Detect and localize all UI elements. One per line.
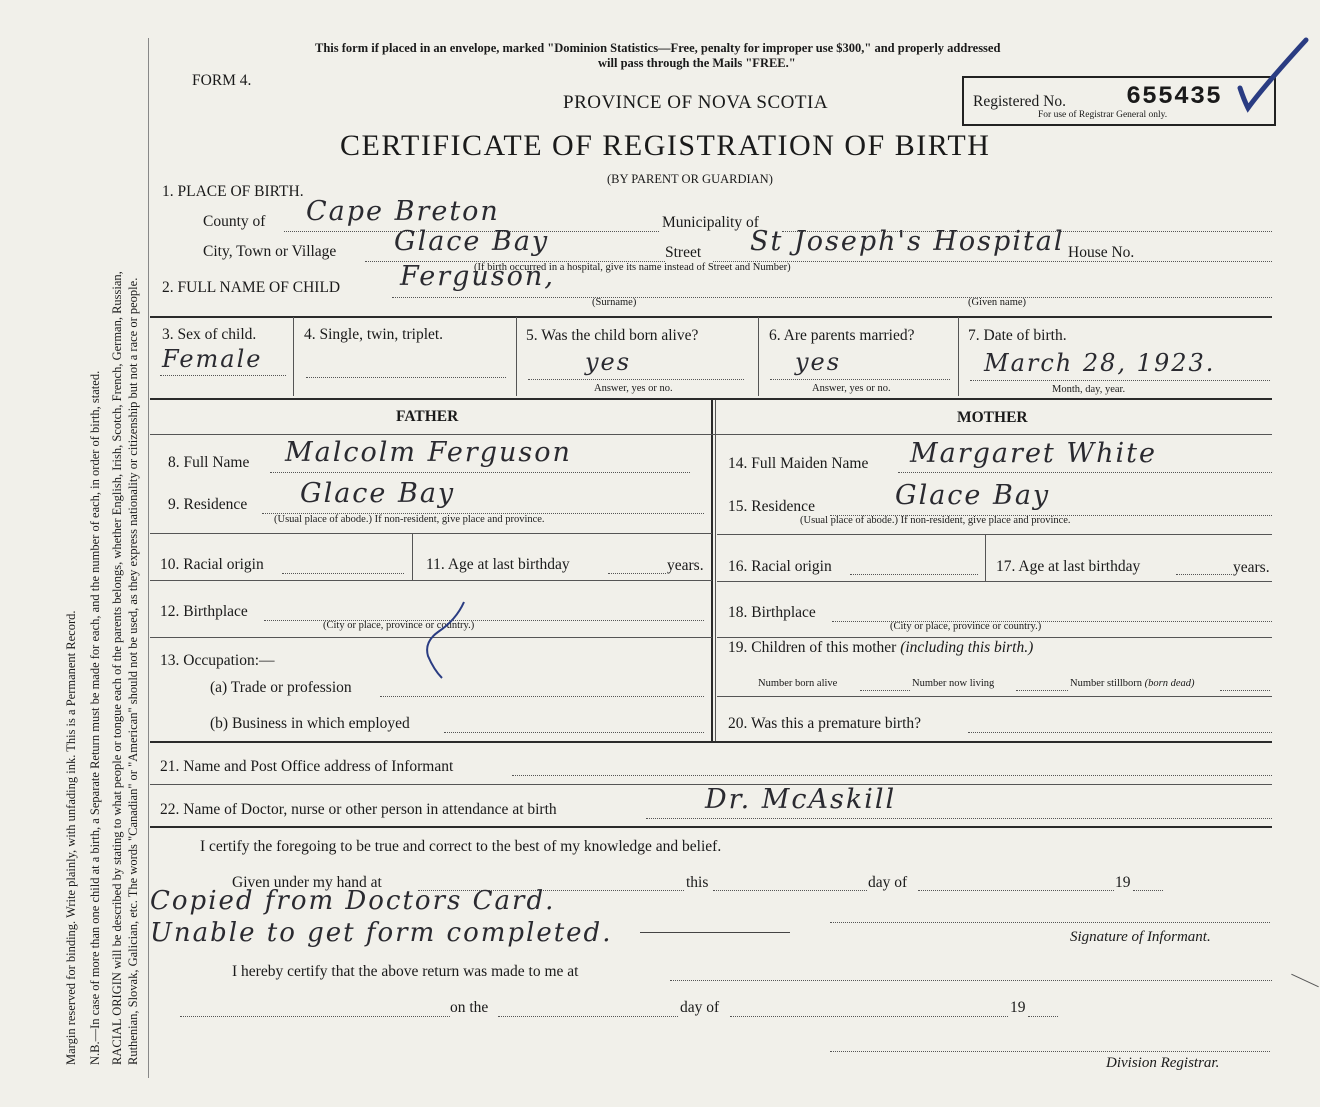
born-alive-label: 5. Was the child born alive? bbox=[526, 327, 699, 344]
mother-residence-label: 15. Residence bbox=[728, 498, 815, 515]
children-label-italic: (including this birth.) bbox=[900, 639, 1034, 656]
date-of-birth-value: March 28, 1923. bbox=[984, 349, 1216, 377]
pen-stroke-mark bbox=[420, 600, 470, 682]
postal-note-2: will pass through the Mails "FREE." bbox=[598, 56, 796, 70]
father-name-value: Malcolm Ferguson bbox=[285, 437, 572, 468]
doctor-value: Dr. McAskill bbox=[705, 784, 897, 815]
father-racial-label: 10. Racial origin bbox=[160, 556, 264, 573]
father-abode-note: (Usual place of abode.) If non-resident, give place and province. bbox=[274, 514, 545, 525]
father-occupation-label: 13. Occupation:— bbox=[160, 652, 275, 669]
father-trade-line bbox=[380, 696, 704, 697]
mother-abode-note: (Usual place of abode.) If non-resident, give place and province. bbox=[800, 515, 1071, 526]
doctor-label: 22. Name of Doctor, nurse or other person in attendance at birth bbox=[160, 801, 557, 818]
stillborn-count-line bbox=[1220, 690, 1270, 691]
year-line bbox=[1133, 890, 1163, 891]
note-underline bbox=[640, 932, 790, 933]
informant-signature-line bbox=[830, 922, 1270, 923]
doctor-bottom-rule bbox=[150, 826, 1272, 828]
parents-married-caption: Answer, yes or no. bbox=[812, 383, 891, 394]
sex-value: Female bbox=[162, 345, 263, 373]
premature-line bbox=[968, 732, 1272, 733]
informant-line bbox=[512, 775, 1272, 776]
mother-birthplace-label: 18. Birthplace bbox=[728, 604, 816, 621]
stillborn-text: Number stillborn bbox=[1070, 678, 1143, 689]
child-name-label: 2. FULL NAME OF CHILD bbox=[162, 279, 341, 296]
mother-racial-divider bbox=[985, 534, 986, 581]
mother-rule-4 bbox=[717, 696, 1272, 697]
father-racial-divider bbox=[412, 533, 413, 580]
given-name-caption: (Given name) bbox=[968, 297, 1027, 308]
mother-age-line bbox=[1176, 574, 1232, 575]
registrar-year-line bbox=[1028, 1016, 1058, 1017]
row3-divider-3 bbox=[758, 317, 759, 396]
mother-rule-3 bbox=[717, 637, 1272, 638]
registrar-place-line bbox=[670, 980, 1272, 981]
row3-divider-4 bbox=[958, 317, 959, 396]
parents-married-label: 6. Are parents married? bbox=[769, 327, 915, 344]
binding-margin-line bbox=[148, 38, 149, 1078]
street-line bbox=[713, 261, 1272, 262]
date-of-birth-label: 7. Date of birth. bbox=[968, 327, 1067, 344]
county-label: County of bbox=[203, 213, 266, 230]
registered-number-box bbox=[962, 76, 1276, 126]
father-birthplace-note: (City or place, province or country.) bbox=[323, 620, 475, 631]
registrar-prefix-line bbox=[180, 1016, 450, 1017]
certificate-subtitle: (BY PARENT OR GUARDIAN) bbox=[607, 172, 773, 186]
on-the-line bbox=[498, 1016, 678, 1017]
father-racial-line bbox=[282, 573, 404, 574]
father-trade-label: (a) Trade or profession bbox=[210, 679, 352, 696]
mother-heading: MOTHER bbox=[957, 409, 1028, 426]
now-living-count-label: Number now living bbox=[912, 678, 995, 689]
stillborn-italic: (born dead) bbox=[1144, 678, 1195, 689]
this-day-line bbox=[713, 890, 867, 891]
father-birthplace-label: 12. Birthplace bbox=[160, 603, 248, 620]
plurality-label: 4. Single, twin, triplet. bbox=[304, 326, 444, 343]
mother-children-label bbox=[728, 639, 1033, 657]
sex-line bbox=[160, 375, 286, 376]
plurality-line bbox=[306, 377, 506, 378]
mother-rule-2 bbox=[717, 581, 1272, 582]
margin-racial-note-2: Ruthenian, Slovak, Galician, etc. The words "Canadian" or "American" should not be used, as they express nationality or citizenship but not a race or people. bbox=[126, 277, 140, 1065]
father-residence-label: 9. Residence bbox=[168, 496, 248, 513]
division-registrar-signature-line bbox=[830, 1051, 1270, 1052]
date-of-birth-caption: Month, day, year. bbox=[1052, 384, 1126, 395]
edge-mark bbox=[1291, 974, 1319, 988]
stillborn-count-label bbox=[1070, 678, 1195, 689]
copied-note-line2: Unable to get form completed. bbox=[150, 918, 613, 948]
premature-label: 20. Was this a premature birth? bbox=[728, 715, 922, 732]
informant-top-rule bbox=[150, 741, 1272, 743]
date-of-birth-line bbox=[970, 380, 1270, 381]
row3-divider-1 bbox=[293, 317, 294, 396]
postal-note-1: This form if placed in an envelope, marked "Dominion Statistics—Free, penalty for improper use $300," and properly addressed bbox=[315, 41, 1001, 55]
children-label-text: 19. Children of this mother bbox=[728, 639, 897, 656]
born-alive-line bbox=[528, 379, 744, 380]
sex-label: 3. Sex of child. bbox=[162, 326, 257, 343]
parents-center-divider bbox=[711, 400, 713, 741]
county-value: Cape Breton bbox=[306, 196, 500, 227]
registrar-note: For use of Registrar General only. bbox=[1038, 110, 1168, 120]
place-of-birth-heading: 1. PLACE OF BIRTH. bbox=[162, 183, 304, 200]
parents-married-line bbox=[770, 379, 950, 380]
division-registrar-caption: Division Registrar. bbox=[1106, 1055, 1220, 1071]
copied-note-line1: Copied from Doctors Card. bbox=[150, 886, 556, 916]
father-rule-1 bbox=[150, 533, 712, 534]
child-name-line bbox=[392, 297, 1272, 298]
mother-age-label: 17. Age at last birthday bbox=[996, 558, 1141, 575]
row3-divider-2 bbox=[516, 317, 517, 396]
municipality-label: Municipality of bbox=[662, 214, 759, 231]
registrar-day-of-line bbox=[730, 1016, 1008, 1017]
born-alive-caption: Answer, yes or no. bbox=[594, 383, 673, 394]
margin-racial-note-1: RACIAL ORIGIN will be described by stating to what people or tongue each of the parents belongs, whether English, Irish, Scotch, French, German, Russian, bbox=[110, 271, 124, 1065]
mother-name-line bbox=[898, 472, 1272, 473]
born-alive-value: yes bbox=[585, 348, 632, 376]
mother-racial-line bbox=[850, 574, 978, 575]
day-of-line bbox=[918, 890, 1114, 891]
given-under-hand-label: Given under my hand at bbox=[232, 874, 382, 891]
father-business-label: (b) Business in which employed bbox=[210, 715, 410, 732]
now-living-count-line bbox=[1016, 690, 1068, 691]
mother-racial-label: 16. Racial origin bbox=[728, 558, 832, 575]
checkmark-icon bbox=[1234, 36, 1314, 114]
registered-label: Registered No. bbox=[973, 93, 1066, 110]
street-value: St Joseph's Hospital bbox=[750, 226, 1065, 257]
house-number-label: House No. bbox=[1068, 244, 1135, 261]
informant-label: 21. Name and Post Office address of Informant bbox=[160, 758, 454, 775]
father-name-label: 8. Full Name bbox=[168, 454, 250, 471]
surname-caption: (Surname) bbox=[592, 297, 637, 308]
born-alive-count-line bbox=[860, 690, 910, 691]
father-name-line bbox=[270, 472, 690, 473]
registrar-year-prefix: 19 bbox=[1010, 999, 1026, 1016]
on-the-label: on the bbox=[450, 999, 489, 1016]
signature-of-informant-caption: Signature of Informant. bbox=[1070, 929, 1211, 945]
province-title: PROVINCE OF NOVA SCOTIA bbox=[563, 92, 829, 113]
certify-statement: I certify the foregoing to be true and correct to the best of my knowledge and belief. bbox=[200, 838, 722, 855]
parents-heading-rule bbox=[150, 434, 1272, 435]
father-rule-2 bbox=[150, 580, 712, 581]
street-label: Street bbox=[665, 244, 702, 261]
parents-center-divider-2 bbox=[715, 400, 716, 741]
child-surname-value: Ferguson, bbox=[400, 261, 555, 292]
this-label: this bbox=[686, 874, 709, 891]
father-residence-value: Glace Bay bbox=[300, 478, 456, 509]
city-label: City, Town or Village bbox=[203, 243, 337, 260]
form-number: FORM 4. bbox=[192, 72, 252, 89]
mother-name-label: 14. Full Maiden Name bbox=[728, 455, 869, 472]
parents-married-value: yes bbox=[795, 348, 842, 376]
margin-binding-note: Margin reserved for binding. Write plainly, with unfading ink. This is a Permanent Record. bbox=[64, 610, 78, 1065]
city-value: Glace Bay bbox=[394, 226, 550, 257]
mother-residence-value: Glace Bay bbox=[895, 480, 1051, 511]
year-prefix: 19 bbox=[1115, 874, 1131, 891]
certificate-title: CERTIFICATE OF REGISTRATION OF BIRTH bbox=[340, 129, 991, 162]
registrar-day-of-label: day of bbox=[680, 999, 720, 1016]
registered-number: 655435 bbox=[1126, 82, 1223, 111]
mother-birthplace-note: (City or place, province or country.) bbox=[890, 621, 1042, 632]
mother-years-label: years. bbox=[1233, 559, 1270, 576]
row3-top-rule bbox=[150, 316, 1272, 318]
hospital-note: (If birth occurred in a hospital, give its name instead of Street and Number) bbox=[474, 262, 791, 273]
father-business-line bbox=[444, 732, 704, 733]
doctor-line bbox=[646, 818, 1272, 819]
mother-name-value: Margaret White bbox=[910, 438, 1157, 469]
father-age-label: 11. Age at last birthday bbox=[426, 556, 570, 573]
margin-nb-note: N.B.—In case of more than one child at a birth, a Separate Return must be made for each, and the number of each, in order of birth, stated. bbox=[88, 370, 102, 1065]
father-heading: FATHER bbox=[396, 408, 459, 425]
mother-rule-1 bbox=[717, 534, 1272, 535]
father-years-label: years. bbox=[667, 557, 704, 574]
registrar-statement: I hereby certify that the above return was made to me at bbox=[232, 963, 579, 980]
father-age-line bbox=[608, 573, 666, 574]
day-of-label: day of bbox=[868, 874, 908, 891]
born-alive-count-label: Number born alive bbox=[758, 678, 838, 689]
